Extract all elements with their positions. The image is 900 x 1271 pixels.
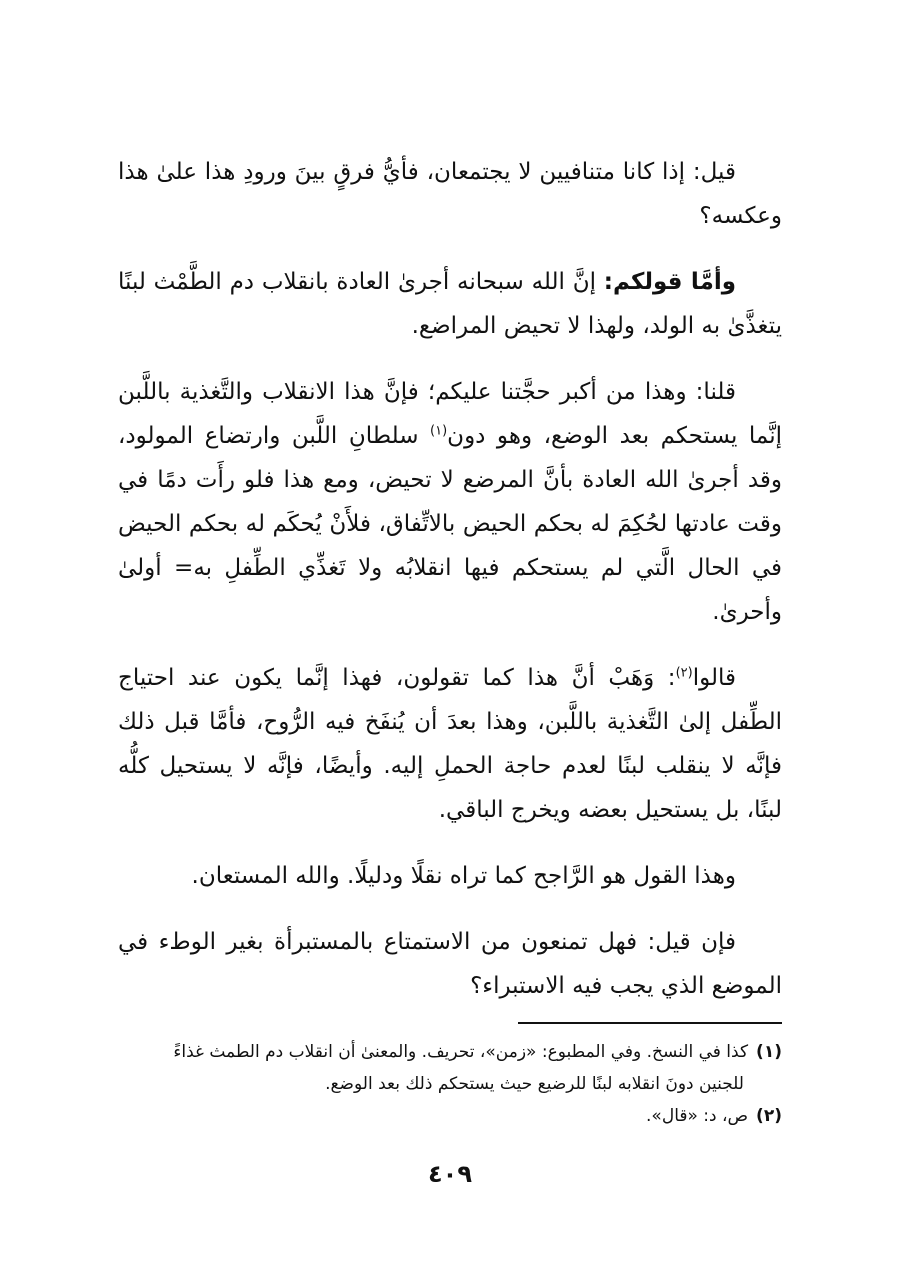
- footnote-1-continuation: [118, 1068, 782, 1100]
- footnotes: [118, 1036, 782, 1132]
- footnote-1-line-1: كذا في النسخ. وفي المطبوع: «زمن»، تحريف. والمعنىٰ أن انقلاب دم الطمث غذاءً: [173, 1042, 749, 1062]
- footnote-2: [118, 1100, 782, 1132]
- paragraph-5: [118, 854, 782, 898]
- page-number: ٤٠٩: [428, 1160, 472, 1188]
- paragraph-4: [118, 656, 782, 832]
- paragraph-3-text-a: قلنا: وهذا من أكبر حجَّتنا عليكم؛ فإنَّ هذا الانقلاب والتَّغذية باللَّبن إنَّما يستحكم بعد الوضع، وهو دون: [118, 379, 782, 449]
- paragraph-1-text: قيل: إذا كانا متنافيين لا يجتمعان، فأيُّ فرقٍ بينَ ورودِ هذا علىٰ هذا وعكسه؟: [118, 159, 782, 229]
- paragraph-5-text: وهذا القول هو الرَّاجح كما تراه نقلًا ودليلًا. والله المستعان.: [191, 863, 736, 889]
- paragraph-1: [118, 150, 782, 238]
- footnote-1-line-2: للجنين دونَ انقلابه لبنًا للرضيع حيث يستحكم ذلك بعد الوضع.: [325, 1074, 744, 1094]
- paragraph-2: [118, 260, 782, 348]
- footnote-2-number: (٢): [756, 1106, 782, 1126]
- footnote-1-number: (١): [756, 1042, 782, 1062]
- footnote-divider: [518, 1022, 782, 1024]
- paragraph-2-lead: وأمَّا قولكم:: [603, 269, 736, 295]
- footnote-1: [118, 1036, 782, 1068]
- paragraph-3: [118, 370, 782, 634]
- paragraph-6-text: فإن قيل: فهل تمنعون من الاستمتاع بالمستبرأة بغير الوطء في الموضع الذي يجب فيه الاستبراء؟: [118, 929, 782, 999]
- paragraph-2-text: إنَّ الله سبحانه أجرىٰ العادة بانقلاب دم الطَّمْث لبنًا يتغذَّىٰ به الولد، ولهذا لا تحيض المراضع.: [118, 269, 782, 339]
- footnote-ref-1[interactable]: (١): [430, 423, 448, 439]
- paragraph-4-text-a: قالوا: [692, 665, 736, 691]
- footnote-2-line-1: ص، د: «قال».: [646, 1106, 749, 1126]
- paragraph-3-text-b: سلطانِ اللَّبن وارتضاع المولود، وقد أجرىٰ الله العادة بأنَّ المرضع لا تحيض، ومع هذا فلو رأَت دمًا في وقت عادتها لحُكِمَ له بحكم الحيض بالاتِّفاق، فلأَنْ يُحكَم له بحكم الحيض في الحال الَّتي لم يستحكم فيها انقلابُه ولا تَغذِّي الطِّفلِ به= أولىٰ وأحرىٰ.: [118, 423, 782, 625]
- paragraph-6: [118, 920, 782, 1008]
- footnote-ref-2[interactable]: (٢): [675, 665, 693, 681]
- paragraph-4-text-b: : وَهَبْ أنَّ هذا كما تقولون، فهذا إنَّما يكون عند احتياج الطِّفل إلىٰ التَّغذية باللَّبن، وهذا بعدَ أن يُنفَخ فيه الرُّوح، فأمَّا قبل ذلك فإنَّه لا ينقلب لبنًا لعدم حاجة الحملِ إليه. وأيضًا، فإنَّه لا يستحيل كلُّه لبنًا، بل يستحيل بعضه ويخرج الباقي.: [118, 665, 782, 823]
